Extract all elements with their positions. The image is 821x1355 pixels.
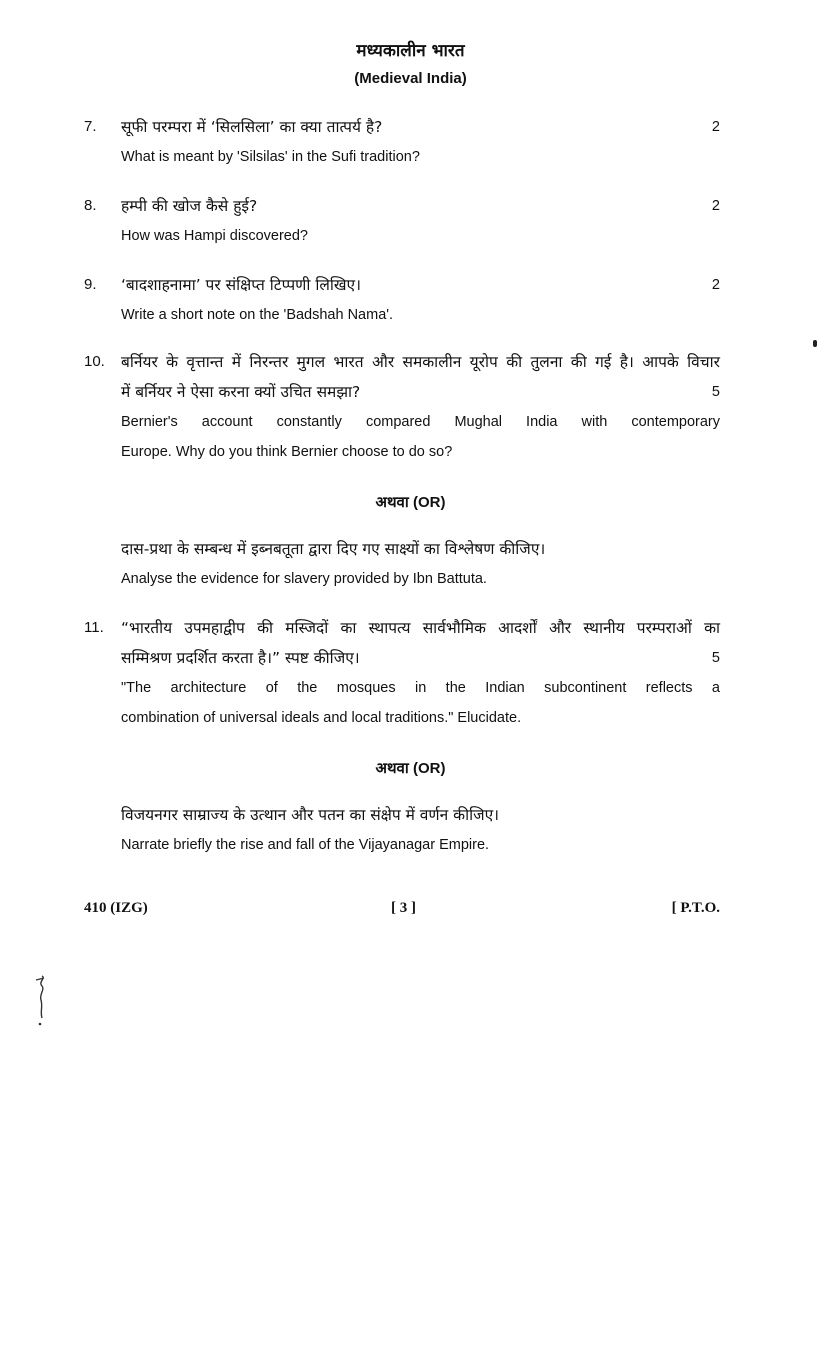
question-number: 10. <box>84 353 105 370</box>
please-turn-over: [ P.T.O. <box>671 900 720 916</box>
or-label-english: (OR) <box>412 760 446 777</box>
question-marks: 5 <box>711 384 720 400</box>
question-text-hindi-line2: सम्मिश्रण प्रदर्शित करता है।” स्पष्ट कीजिए। <box>121 649 360 667</box>
or-label-english: (OR) <box>412 494 446 511</box>
question-number: 9. <box>84 276 97 293</box>
question-marks: 2 <box>711 119 720 135</box>
question-text-hindi-line1: बर्नियर के वृत्तान्त में निरन्तर मुगल भारत और समकालीन यूरोप की तुलना की गई है। आपके विचार <box>121 353 720 371</box>
question-text-english-line1: Bernier's account constantly compared Mughal India with contemporary <box>121 414 720 430</box>
question-text-english: Write a short note on the 'Badshah Nama'. <box>121 307 394 323</box>
question-number: 11. <box>84 619 104 636</box>
question-number: 7. <box>84 118 97 135</box>
question-10-alternative <box>121 534 721 594</box>
alternative-text-english: Narrate briefly the rise and fall of the Vijayanagar Empire. <box>121 837 490 853</box>
page-footer <box>84 900 720 920</box>
question-text-english: How was Hampi discovered? <box>121 228 308 244</box>
question-text-english-line2: Europe. Why do you think Bernier choose to do so? <box>121 444 453 460</box>
scan-speck <box>813 340 817 347</box>
question-text-hindi: ‘बादशाहनामा’ पर संक्षिप्त टिप्पणी लिखिए। <box>121 276 361 294</box>
question-7 <box>84 112 720 172</box>
question-10 <box>84 347 720 467</box>
question-marks: 2 <box>711 277 720 293</box>
alternative-text-hindi: दास-प्रथा के सम्बन्ध में इब्नबतूता द्वारा दिए गए साक्ष्यों का विश्लेषण कीजिए। <box>121 540 546 558</box>
question-11 <box>84 613 720 733</box>
section-title-hindi: मध्यकालीन भारत <box>356 41 465 61</box>
question-text-hindi: सूफी परम्परा में ‘सिलसिला’ का क्या तात्पर्य है? <box>121 118 383 136</box>
question-text-english: What is meant by 'Silsilas' in the Sufi tradition? <box>121 149 420 165</box>
alternative-text-english: Analyse the evidence for slavery provided by Ibn Battuta. <box>121 571 487 587</box>
or-label-hindi: अथवा <box>375 493 409 511</box>
question-9 <box>84 270 720 330</box>
alternative-text-hindi: विजयनगर साम्राज्य के उत्थान और पतन का संक्षेप में वर्णन कीजिए। <box>121 806 500 824</box>
question-marks: 5 <box>711 650 720 666</box>
or-label-hindi: अथवा <box>375 759 409 777</box>
question-text-english-line2: combination of universal ideals and local traditions." Elucidate. <box>121 710 522 726</box>
question-marks: 2 <box>711 198 720 214</box>
question-text-hindi-line1: “भारतीय उपमहाद्वीप की मस्जिदों का स्थापत्य सार्वभौमिक आदर्शों और स्थानीय परम्पराओं का <box>121 619 720 637</box>
paper-code: 410 (IZG) <box>84 900 148 916</box>
question-text-hindi: हम्पी की खोज कैसे हुई? <box>121 197 258 215</box>
question-11-alternative <box>121 800 721 860</box>
section-title-english: (Medieval India) <box>354 70 467 87</box>
or-divider-10 <box>0 492 821 512</box>
question-text-hindi-line2: में बर्नियर ने ऐसा करना क्यों उचित समझा? <box>121 383 361 401</box>
margin-scribble-icon <box>30 972 52 1030</box>
question-text-english-line1: "The architecture of the mosques in the Indian subcontinent reflects a <box>121 680 720 696</box>
question-8 <box>84 191 720 251</box>
or-divider-11 <box>0 758 821 778</box>
page-number: [ 3 ] <box>391 900 416 916</box>
question-number: 8. <box>84 197 97 214</box>
